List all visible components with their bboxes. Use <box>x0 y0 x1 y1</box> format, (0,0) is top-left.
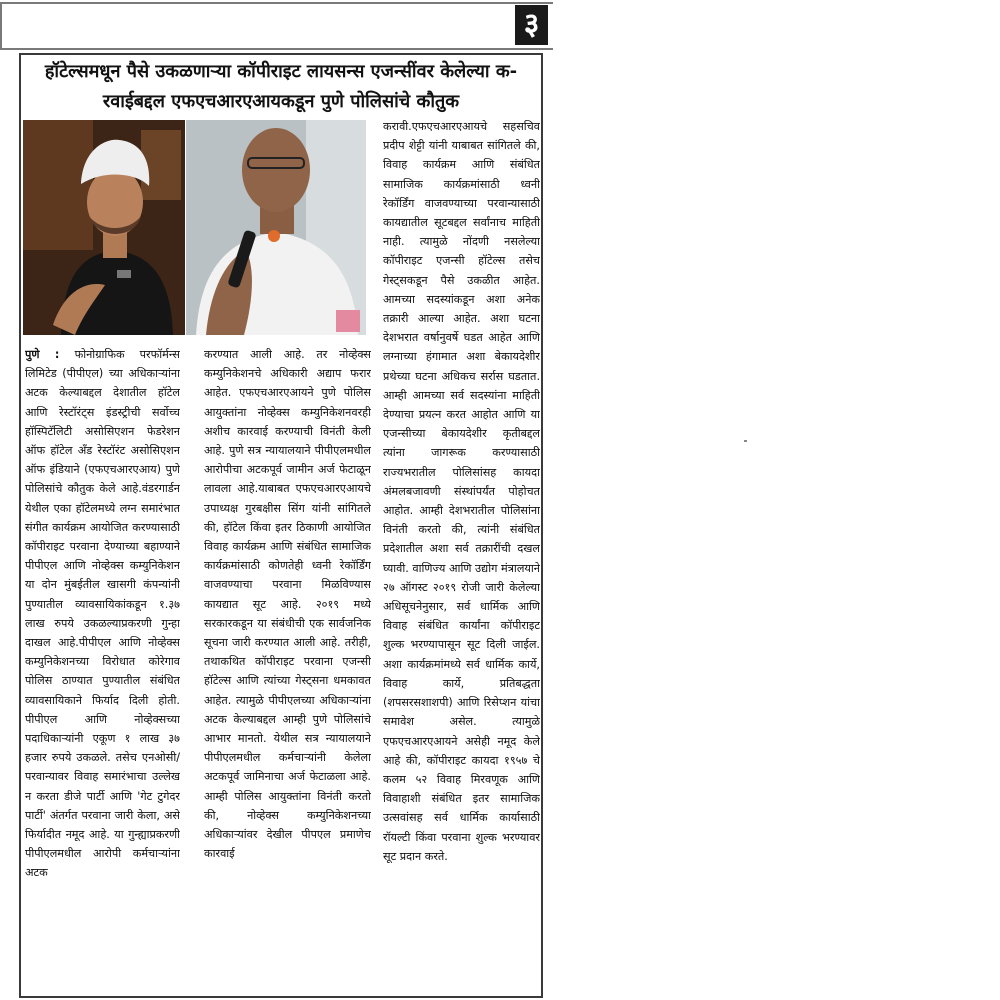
column-2-text: करण्यात आली आहे. तर नोव्हेक्स कम्युनिकेशनचे अधिकारी अद्याप फरार आहेत. एफएचआरएआयने पुणे पोलिस आयुक्तांना नोव्हेक्स कम्युनिकेशनवरही अशीच कारवाई करण्याची विनंती केली आहे. पुणे सत्र न्यायालयाने पीपीएलमधील आरोपीचा अटकपूर्व जामीन अर्ज फेटाळून लावला आहे.याबाबत एफएचआरएआयचे उपाध्यक्ष गुरबक्षीस सिंग यांनी सांगितले की, हॉटेल किंवा इतर ठिकाणी आयोजित विवाह कार्यक्रम आणि संबंधित सामाजिक कार्यक्रमांसाठी कोणतेही ध्वनी रेकॉर्डिंग वाजवण्याचा परवाना मिळविण्यास कायद्यात सूट आहे. २०१९ मध्ये सरकारकडून या संबंधीची एक सार्वजनिक सूचना जारी करण्यात आली आहे. तरीही, तथाकथित कॉपीराइट परवाना एजन्सी हॉटेल्स आणि त्यांच्या गेस्ट्सना धमकावत आहेत. त्यामुळे पीपीएलच्या अधिकाऱ्यांना अटक केल्याबद्दल आम्ही पुणे पोलिसांचे आभार मानतो. येथील सत्र न्यायालयाने पीपीएलमधील कर्मचाऱ्यांनी केलेला अटकपूर्व जामिनाचा अर्ज फेटाळला आहे. आम्ही पोलिस आयुक्तांना विनंती करतो की, नोव्हेक्स कम्युनिकेशनच्या अधिकाऱ्यांवर देखील पीपएल प्रमाणेच कारवाई <box>204 348 371 861</box>
header-rule-top <box>0 2 553 4</box>
header-rule-left <box>0 2 2 50</box>
photo-man-in-turban <box>23 120 185 335</box>
page-number: ३ <box>515 5 548 45</box>
photo-man-with-microphone-illustration <box>186 120 366 335</box>
news-article <box>19 53 543 998</box>
article-column-1 <box>25 345 180 995</box>
article-headline <box>21 57 541 117</box>
page-header-bar <box>0 0 553 50</box>
article-column-3 <box>383 117 540 997</box>
header-rule-bottom <box>0 48 553 50</box>
photo-man-with-microphone <box>186 120 366 335</box>
photo-man-in-turban-illustration <box>23 120 185 335</box>
headline-line-1: हॉटेल्समधून पैसे उकळणाऱ्या कॉपीराइट लायसन्स एजन्सींवर केलेल्या क- <box>44 61 518 82</box>
article-column-2 <box>204 345 371 995</box>
headline-line-2: रवाईबद्दल एफएचआरएआयकडून पुणे पोलिसांचे कौतुक <box>102 91 460 112</box>
column-3-text: करावी.एफएचआरएआयचे सहसचिव प्रदीप शेट्टी यांनी याबाबत सांगितले की, विवाह कार्यक्रम आणि संबंधित सामाजिक कार्यक्रमांसाठी ध्वनी रेकॉर्डिंग वाजवण्याच्या परवान्यासाठी कायद्यातील सूटबद्दल सर्वांनाच माहिती नाही. त्यामुळे नोंदणी नसलेल्या कॉपीराइट एजन्सी हॉटेल्स तसेच गेस्ट्सकडून पैसे उकळीत आहेत. आमच्या सदस्यांकडून अशा अनेक तक्रारी आल्या आहेत. अशा घटना देशभरात वर्षानुवर्षे घडत आहेत आणि लग्नाच्या हंगामात अशा बेकायदेशीर प्रथेच्या घटना अधिकच सर्रास घडतात. आम्ही आमच्या सर्व सदस्यांना माहिती देण्याचा प्रयत्न करत आहोत आणि या एजन्सीच्या बेकायदेशीर कृतीबद्दल त्यांना जागरूक करण्यासाठी राज्यभरातील पोलिसांसह कायदा अंमलबजावणी संस्थांपर्यंत पोहोचत आहोत. आम्ही देशभरातील पोलिसांना विनंती करतो की, त्यांनी संबंधित प्रदेशातील अशा सर्व तक्रारींची दखल घ्यावी. वाणिज्य आणि उद्योग मंत्रालयाने २७ ऑगस्ट २०१९ रोजी जारी केलेल्या अधिसूचनेनुसार, सर्व धार्मिक आणि विवाह संबंधित कार्यांना कॉपीराइट शुल्क भरण्यापासून सूट दिली जाईल. अशा कार्यक्रमांमध्ये सर्व धार्मिक कार्ये, विवाह कार्ये, प्रतिबद्धता (शपसरसशाशपी) आणि रिसेप्शन यांचा समावेश असेल. त्यामुळे एफएचआरएआयने असेही नमूद केले आहे की, कॉपीराइट कायदा १९५७ चे कलम ५२ विवाह मिरवणूक आणि विवाहाशी संबंधित इतर सामाजिक उत्सवांसह सर्व धार्मिक कार्यासाठी रॉयल्टी किंवा परवाना शुल्क भरण्यावर सूट प्रदान करते. <box>383 120 540 863</box>
column-1-text: फोनोग्राफिक परफॉर्मन्स लिमिटेड (पीपीएल) च्या अधिकाऱ्यांना अटक केल्याबद्दल देशातील हॉटेल आणि रेस्टॉरंट्स इंडस्ट्रीची सर्वोच्च हॉस्पिटॅलिटी असोसिएशन फेडरेशन ऑफ हॉटेल अँड रेस्टॉरंट असोसिएशन ऑफ इंडियाने (एफएचआरएआय) पुणे पोलिसांचे कौतुक केले आहे.वंडरगार्डन येथील एका हॉटेलमध्ये लग्न समारंभात संगीत कार्यक्रम आयोजित करण्यासाठी कॉपीराइट परवाना देण्याच्या बहाण्याने पीपीएल आणि नोव्हेक्स कम्युनिकेशन या दोन मुंबईतील खासगी कंपन्यांनी पुण्यातील व्यावसायिकांकडून १.३७ लाख रुपये उकळल्याप्रकरणी गुन्हा दाखल आहे.पीपीएल आणि नोव्हेक्स कम्युनिकेशनच्या विरोधात कोरेगाव पोलिस ठाण्यात पुण्यातील संबंधित व्यावसायिकाने फिर्याद दिली होती. पीपीएल आणि नोव्हेक्सच्या पदाधिकाऱ्यांनी एकूण १ लाख ३७ हजार रुपये उकळले. तसेच एनओसी/परवान्यावर विवाह समारंभाचा उल्लेख न करता डीजे पार्टी आणि 'गेट टुगेदर पार्टी' अंतर्गत परवाना जारी केला, असे फिर्यादीत नमूद आहे. या गुन्ह्याप्रकरणी पीपीएलमधील आरोपी कर्मचाऱ्यांना अटक <box>25 348 180 880</box>
article-dateline: पुणे : <box>25 348 60 361</box>
scan-speck <box>744 440 747 442</box>
